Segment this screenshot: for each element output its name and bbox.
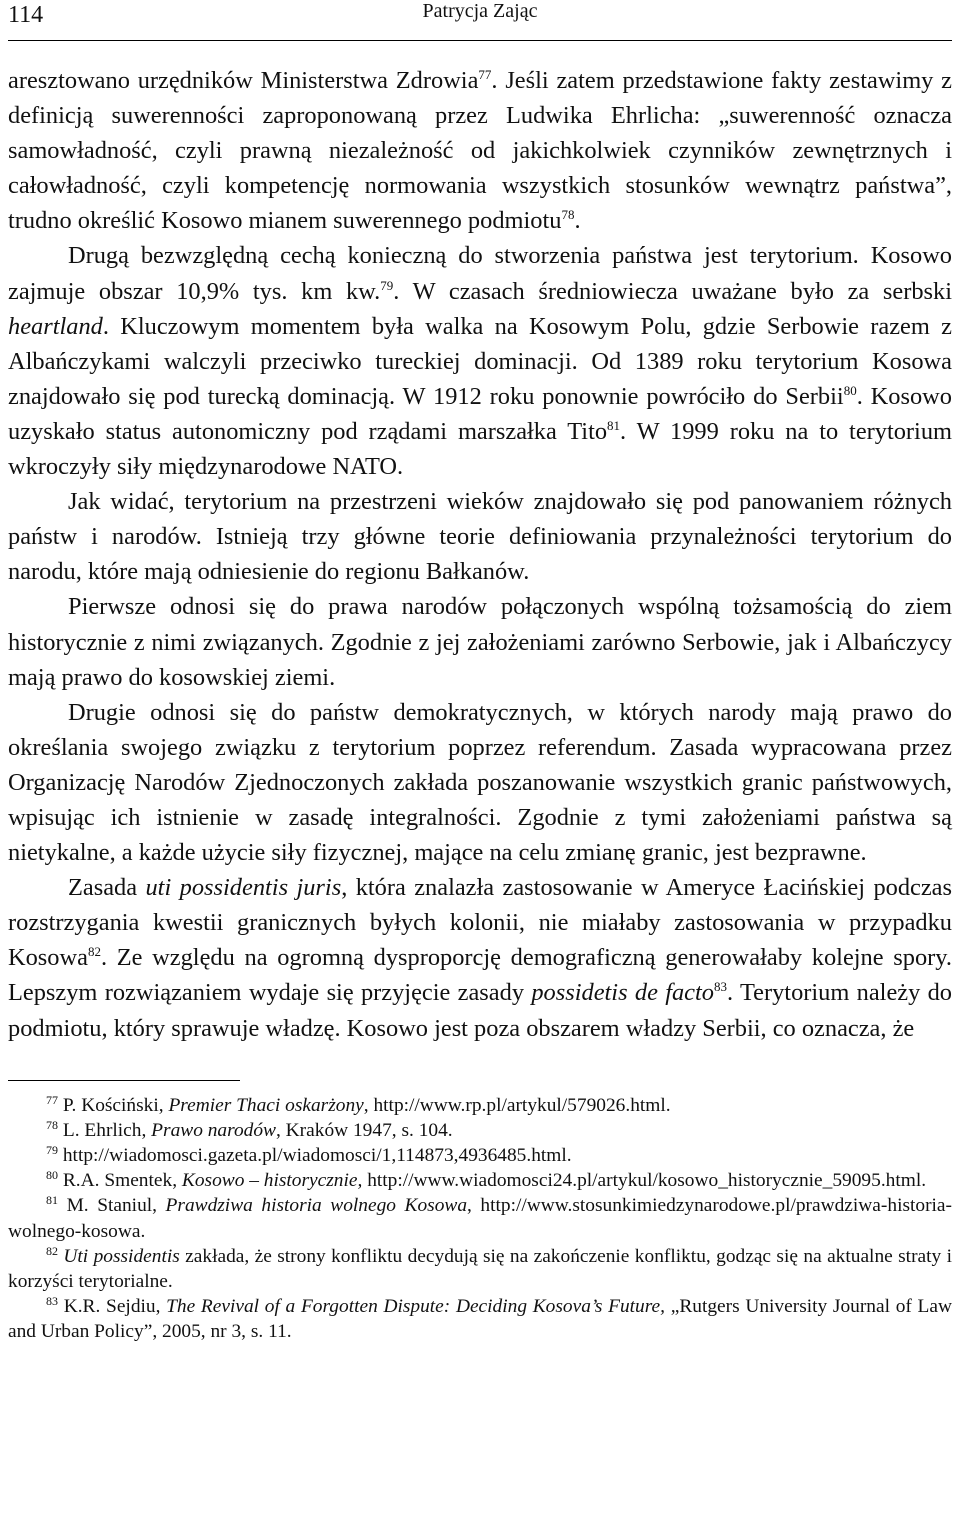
footnote-79 [8, 1143, 952, 1168]
text: http://www.wiadomosci24.pl/artykul/kosowo_historycznie_59095.html. [362, 1170, 927, 1192]
footnote-78 [8, 1118, 952, 1143]
running-head: Patrycja Zając [422, 0, 538, 22]
text: . Terytorium należy do podmiotu, który sprawuje władzę. Kosowo jest poza obszarem władzy Serbii, co oznacza, że [8, 979, 952, 1042]
text: . [574, 207, 581, 235]
text: . Kluczowym momentem była walka na Kosowym Polu, gdzie Serbowie razem z Albańczykami walczyli przeciwko tureckiej dominacji. Od 1389 roku terytorium Kosowa znajdowało się pod turecką dominacją. W 1912 roku ponownie powróciło do Serbii [8, 312, 952, 410]
text: L. Ehrlich, [62, 1119, 152, 1141]
text: zakłada, że strony konfliktu decydują się na zakończenie konfliktu, godząc się na aktualne straty i korzyści terytorialne. [8, 1245, 952, 1293]
footnote-83 [8, 1294, 952, 1344]
page-header [8, 0, 952, 41]
footnote-number: 79 [46, 1143, 58, 1158]
text: aresztowano urzędników Ministerstwa Zdrowia [8, 67, 479, 94]
page-number: 114 [8, 2, 44, 28]
text: M. Staniul, [66, 1195, 166, 1217]
text: Drugą bezwzględną cechą konieczną do stworzenia państwa jest terytorium. Kosowo zajmuje obszar 10,9% tys. km kw. [8, 242, 952, 305]
footnote-ref-77[interactable]: 77 [478, 67, 492, 82]
paragraph-4: Pierwsze odnosi się do prawa narodów połączonych wspólną tożsamością do ziem historycznie z nimi związanych. Zgodnie z jej założeniami zarówno Serbowie, jak i Albańczycy mają prawo do kosowskiej ziemi. [8, 593, 952, 691]
paragraph-2 [8, 238, 952, 484]
italic-title: Prawdziwa historia wolnego Kosowa [165, 1195, 468, 1217]
text: Zasada [68, 874, 146, 902]
text: . W czasach średniowiecza uważane było za serbski [393, 277, 952, 305]
footnote-number: 80 [46, 1168, 58, 1183]
italic-title: Uti possidentis [63, 1245, 180, 1267]
body-text [8, 63, 952, 1046]
footnotes [8, 1093, 952, 1345]
text: . W 1999 roku na to terytorium wkroczyły siły międzynarodowe NATO. [8, 417, 952, 481]
footnote-81 [8, 1193, 952, 1243]
footnote-ref-79[interactable]: 79 [380, 277, 394, 293]
text: P. Kościński, [62, 1094, 169, 1116]
text: K.R. Sejdiu, [63, 1296, 167, 1318]
paragraph-5: Drugie odnosi się do państw demokratycznych, w których narody mają prawo do określania swojego związku z terytorium poprzez referendum. Zasada wypracowana przez Organizację Narodów Zjednoczonych zakłada poszanowanie wszystkich granic państwowych, wpisując ich istnienie w zasadę integralności. Zgodnie z tymi założeniami państwa są nietykalne, a każde użycie siły fizycznej, mające na celu zmianę granic, jest bezprawne. [8, 698, 952, 867]
paragraph-6 [8, 870, 952, 1045]
footnote-number: 81 [46, 1193, 58, 1208]
footnote-divider [8, 1080, 240, 1081]
text: , Kraków 1947, s. 104. [275, 1119, 453, 1141]
paragraph-3: Jak widać, terytorium na przestrzeni wieków znajdowało się pod panowaniem różnych państw i narodów. Istnieją trzy główne teorie definiowania przynależności terytorium do narodu, które mają odniesienie do regionu Bałkanów. [8, 488, 952, 586]
paragraph-1 [8, 63, 952, 238]
document-page [8, 0, 952, 1345]
footnote-number: 83 [46, 1294, 58, 1309]
text: R.A. Smentek, [62, 1170, 182, 1192]
text: . Ze względu na ogromną dysproporcję demograficzną generowałaby kolejne spory. Lepszym rozwiązaniem wydaje się przyjęcie zasady [8, 944, 952, 1007]
footnote-ref-81[interactable]: 81 [607, 417, 621, 433]
italic-term: uti possidentis juris [145, 874, 342, 902]
text: . Jeśli zatem przedstawione fakty zestawimy z definicją suwerenności zaproponowaną przez Ludwika Ehrlicha: „suwerenność oznacza samowładność, czyli prawną niezależność od jakichkolwiek czynników zewnętrznych i całowładność, czyli kompetencję normowania wszystkich stosunków wewnątrz państwa”, trudno określić Kosowo mianem suwerennego podmiotu [8, 67, 952, 235]
italic-term: possidetis de facto [531, 979, 714, 1007]
italic-title: The Revival of a Forgotten Dispute: Deciding Kosova’s Future, [166, 1296, 666, 1318]
text: „Rutgers University Journal of Law and Urban Policy”, 2005, nr 3, s. 11. [8, 1296, 952, 1343]
footnote-ref-82[interactable]: 82 [87, 944, 101, 960]
footnote-link[interactable]: http://wiadomosci.gazeta.pl/wiadomosci/1,114873,4936485.html. [62, 1145, 572, 1167]
footnote-80 [8, 1168, 952, 1193]
footnote-ref-80[interactable]: 80 [843, 382, 857, 398]
text: , która znalazła zastosowanie w Ameryce Łacińskiej podczas rozstrzygania kwestii granicznych byłych kolonii, nie miałaby zastosowania w przypadku Kosowa [8, 874, 952, 972]
text: , http://www.rp.pl/artykul/579026.html. [363, 1094, 671, 1116]
footnote-number: 78 [46, 1117, 58, 1132]
footnote-ref-78[interactable]: 78 [561, 207, 575, 223]
footnote-number: 77 [46, 1092, 58, 1107]
text: . Kosowo uzyskało status autonomiczny pod rządami marszałka Tito [8, 382, 952, 445]
italic-title: Premier Thaci oskarżony [168, 1094, 364, 1116]
italic-title: Prawo narodów [151, 1119, 276, 1141]
footnote-77 [8, 1093, 952, 1118]
text: , http://www.stosunkimiedzynarodowe.pl/prawdziwa-historia-wolnego-kosowa. [8, 1195, 952, 1242]
footnote-number: 82 [46, 1243, 58, 1258]
footnote-82 [8, 1244, 952, 1294]
footnote-ref-83[interactable]: 83 [713, 979, 727, 995]
italic-title: Kosowo – historycznie, [181, 1170, 363, 1192]
italic-term: heartland [8, 312, 103, 340]
